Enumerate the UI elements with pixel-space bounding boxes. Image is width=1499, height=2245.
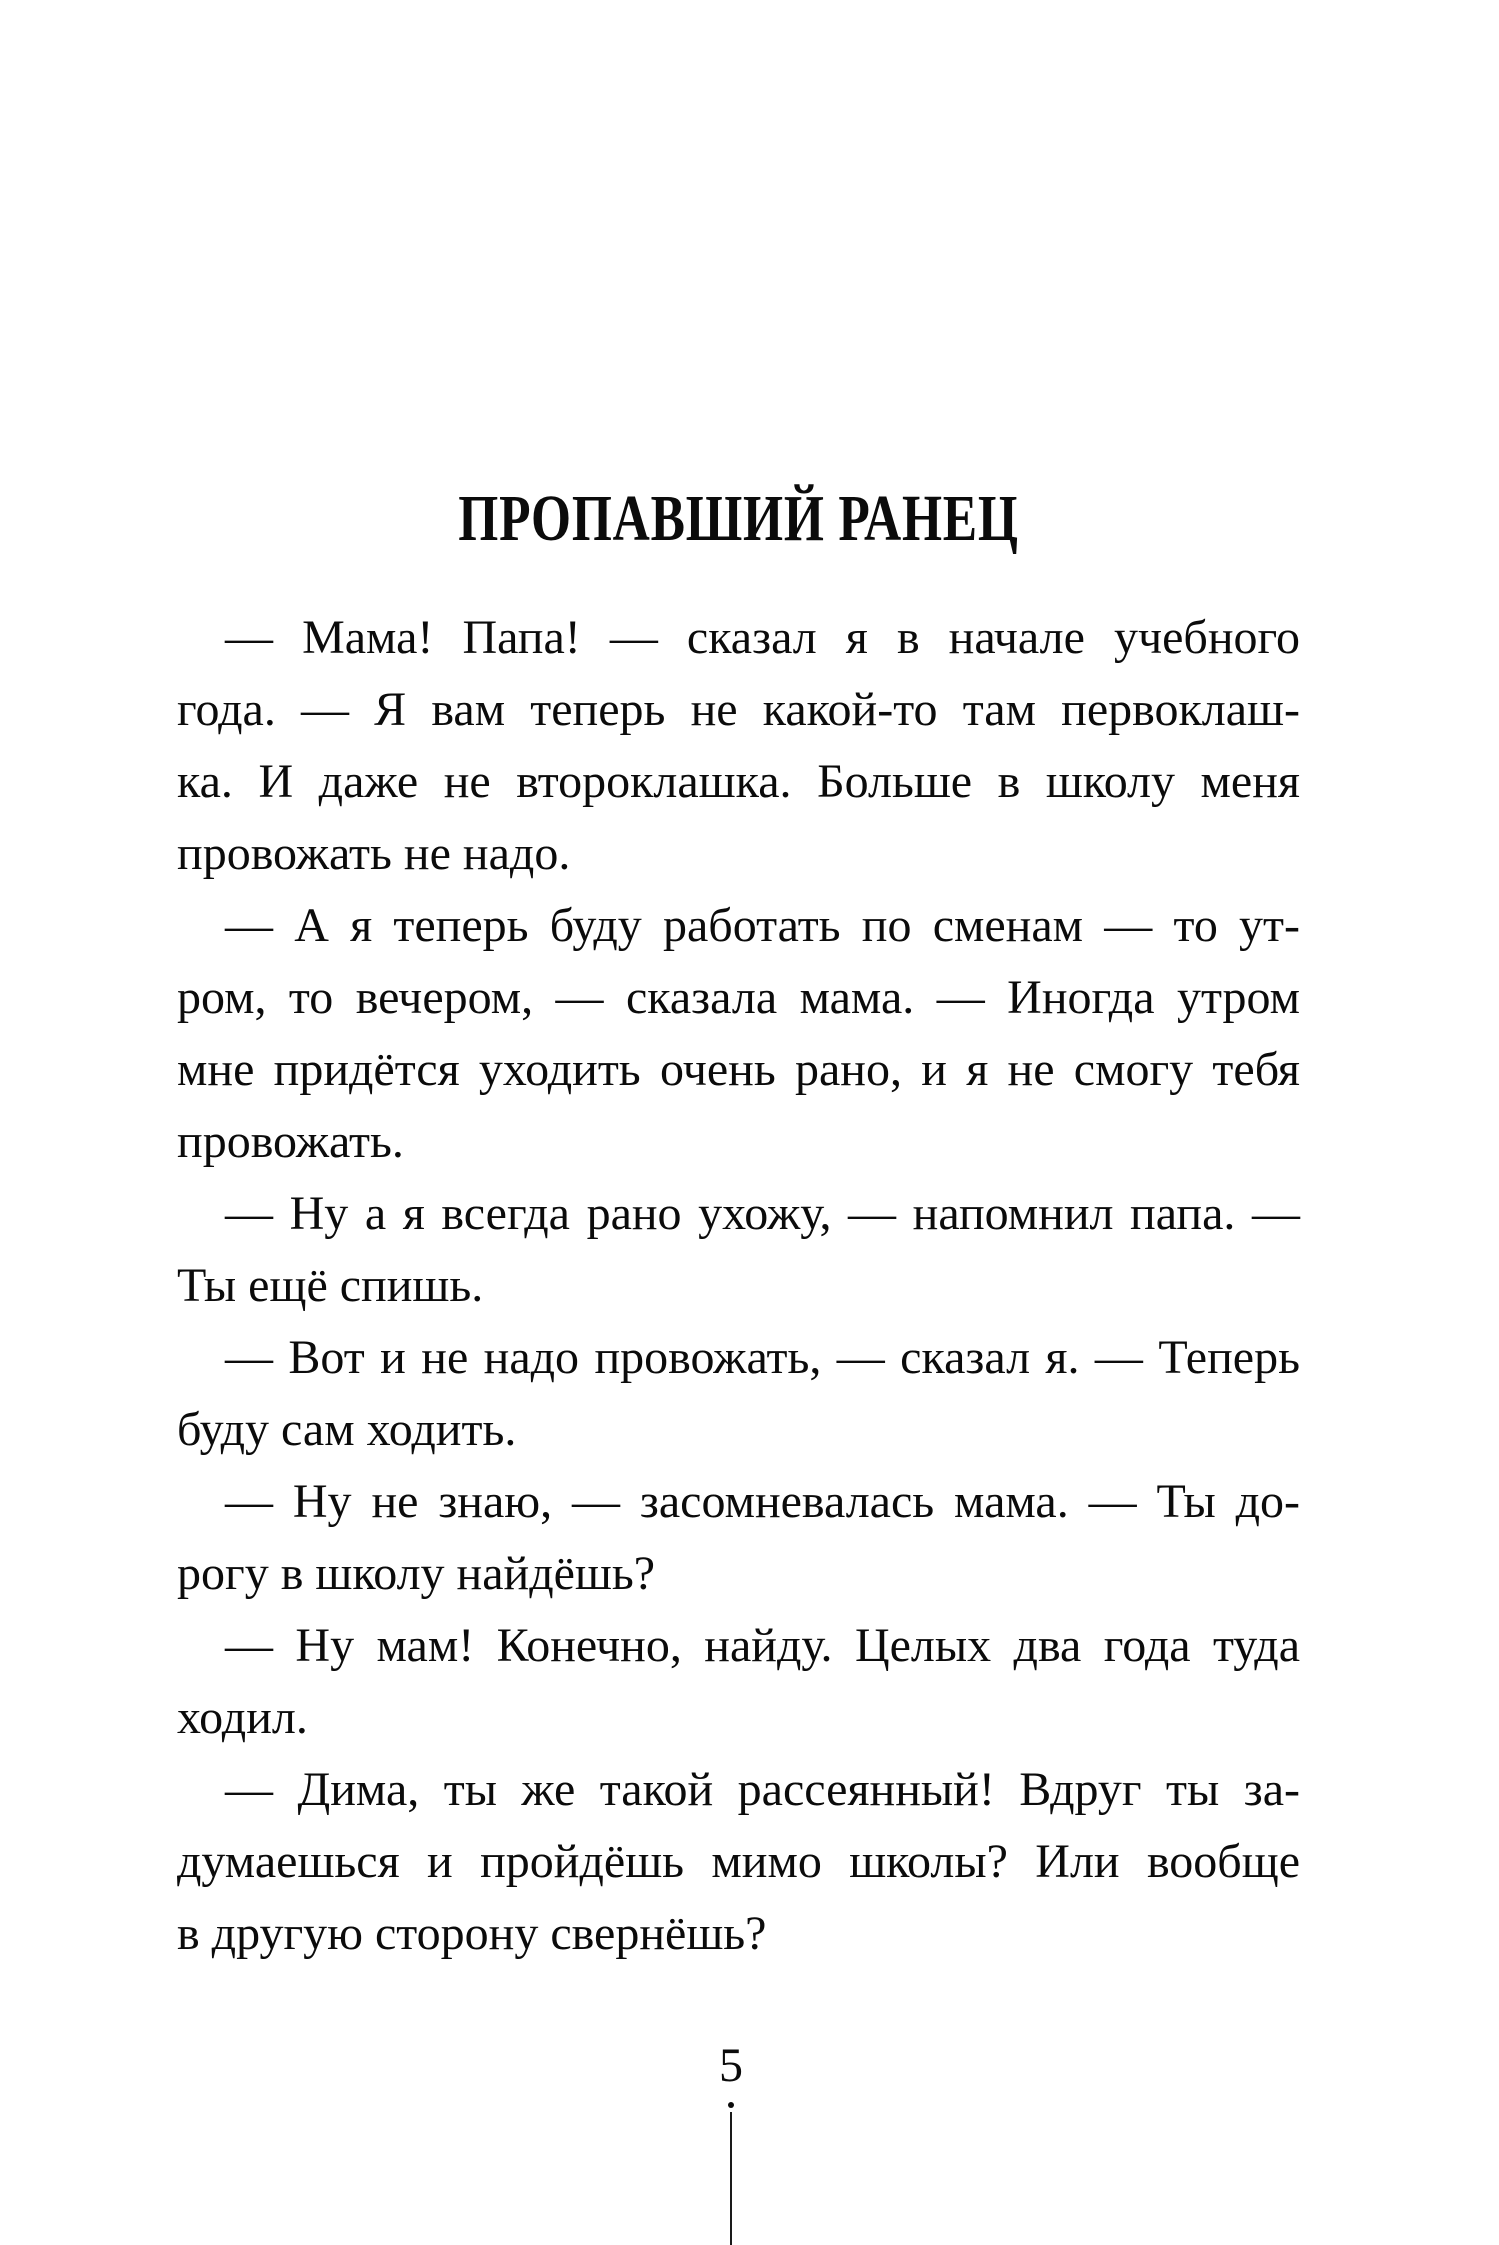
text-line: мне придётся уходить очень рано, и я не смогу тебя [177, 1043, 1300, 1096]
text-line: в другую сторону свернёшь? [177, 1907, 767, 1960]
text-line: думаешься и пройдёшь мимо школы? Или вообще [177, 1835, 1300, 1888]
text-line: рогу в школу найдёшь? [177, 1547, 656, 1600]
text-line: — Ну не знаю, — засомневалась мама. — Ты до- [225, 1475, 1300, 1528]
text-line: буду сам ходить. [177, 1403, 517, 1456]
text-line: года. — Я вам теперь не какой-то там первоклаш- [177, 683, 1300, 736]
text-line: ка. И даже не второклашка. Больше в школу меня [177, 755, 1300, 808]
text-line: ром, то вечером, — сказала мама. — Иногда утром [177, 971, 1300, 1024]
text-line: провожать не надо. [177, 827, 571, 880]
page-number: 5 [719, 2039, 743, 2092]
text-line: — А я теперь буду работать по сменам — то ут- [225, 899, 1300, 952]
text-line: — Мама! Папа! — сказал я в начале учебного [225, 611, 1300, 664]
chapter-title: ПРОПАВШИЙ РАНЕЦ [458, 482, 1019, 555]
text-line: — Ну мам! Конечно, найду. Целых два года туда [225, 1619, 1300, 1672]
text-line: — Вот и не надо провожать, — сказал я. — Теперь [225, 1331, 1300, 1384]
text-line: — Ну а я всегда рано ухожу, — напомнил папа. — [225, 1187, 1300, 1240]
text-block [177, 602, 1300, 1970]
footer-ornament-line [730, 2112, 732, 2245]
text-line: ходил. [177, 1691, 308, 1744]
footer-ornament-dot-icon [728, 2102, 734, 2108]
text-line: провожать. [177, 1115, 404, 1168]
text-line: — Дима, ты же такой рассеянный! Вдруг ты за- [225, 1763, 1300, 1816]
text-line: Ты ещё спишь. [177, 1259, 484, 1312]
